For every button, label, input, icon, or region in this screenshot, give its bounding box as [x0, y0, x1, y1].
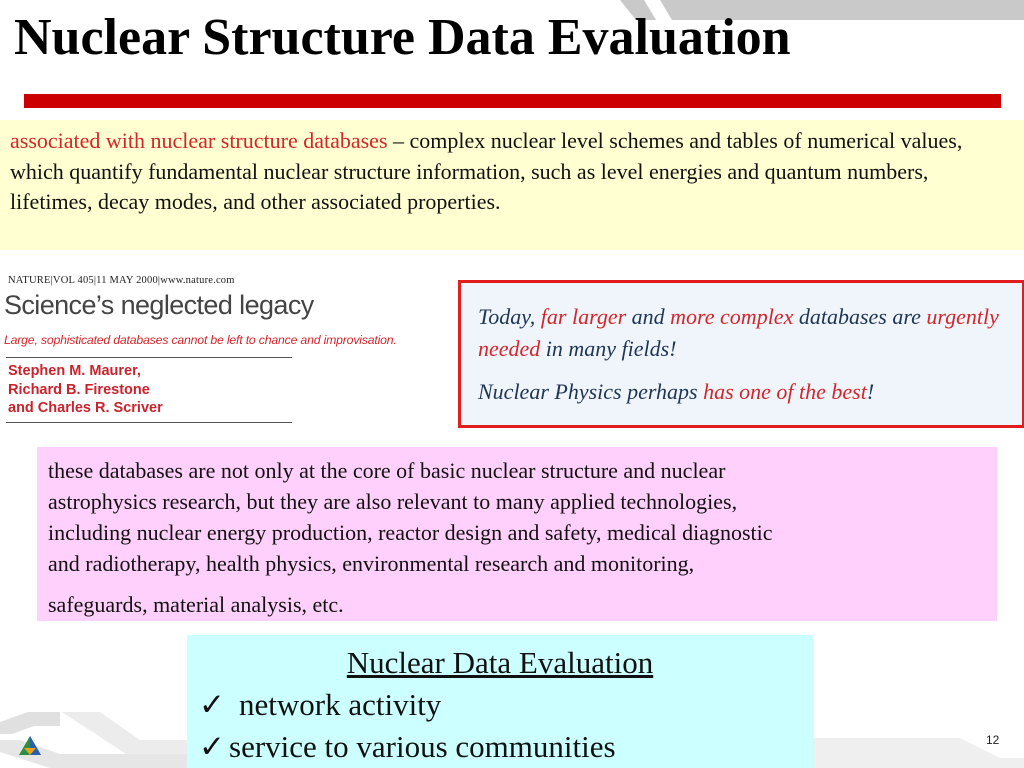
list-item: [199, 726, 813, 768]
applications-line: these databases are not only at the core of basic nuclear structure and nuclear: [48, 458, 726, 483]
list-item-label: network activity: [239, 687, 442, 722]
databases-needed-callout: [458, 280, 1024, 428]
clipping-author: and Charles R. Scriver: [8, 400, 163, 416]
clipping-author: Richard B. Firestone: [8, 381, 150, 398]
clipping-divider: [6, 357, 292, 358]
callout-text: in many fields!: [540, 336, 677, 361]
clipping-authors: [8, 362, 163, 418]
databases-highlight: associated with nuclear structure databases: [10, 128, 388, 153]
checkmark-icon: ✓: [199, 687, 225, 722]
applications-line: astrophysics research, but they are also relevant to many applied technologies,: [48, 489, 738, 514]
callout-text: and: [626, 304, 671, 329]
applications-box: [37, 447, 997, 621]
callout-highlight: urgently needed: [478, 304, 999, 361]
clipping-standfirst: Large, sophisticated databases cannot be left to chance and improvisation.: [4, 333, 397, 347]
slide-title: Nuclear Structure Data Evaluation: [14, 9, 791, 66]
clipping-divider: [6, 422, 292, 423]
nature-article-clipping: [0, 270, 455, 430]
clipping-headline: Science’s neglected legacy: [4, 290, 314, 320]
callout-text: Nuclear Physics perhaps: [478, 379, 704, 404]
databases-description: – complex nuclear level schemes and tables of numerical values, which quantify fundamental nuclear structure information, such as level energies and quantum numbers, lifetimes, decay modes, and other associated properties.: [10, 128, 963, 214]
page-number: 12: [986, 733, 1000, 747]
checkmark-icon: ✓: [199, 729, 225, 764]
callout-text: databases are: [793, 304, 927, 329]
callout-paragraph: [478, 376, 1004, 408]
list-item-label: service to various communities: [229, 729, 616, 764]
nuclear-data-evaluation-box: [187, 635, 813, 768]
list-item: [199, 684, 813, 726]
institution-logo-icon: [17, 734, 43, 758]
applications-line: including nuclear energy production, reactor design and safety, medical diagnostic: [48, 520, 773, 545]
title-underline-bar: [24, 94, 1001, 108]
callout-paragraph: [478, 301, 1004, 365]
callout-highlight: has one of the best: [703, 379, 867, 404]
callout-text: !: [866, 379, 875, 404]
clipping-author: Stephen M. Maurer,: [8, 363, 141, 379]
applications-line: and radiotherapy, health physics, environmental research and monitoring,: [48, 551, 695, 576]
clipping-meta: NATURE|VOL 405|11 MAY 2000|www.nature.com: [8, 275, 235, 286]
evaluation-heading: Nuclear Data Evaluation: [346, 645, 654, 680]
callout-highlight: more complex: [670, 304, 794, 329]
applications-line: safeguards, material analysis, etc.: [48, 592, 344, 617]
callout-highlight: far larger: [540, 304, 627, 329]
callout-text: Today,: [478, 304, 541, 329]
databases-definition-box: [0, 120, 1024, 250]
